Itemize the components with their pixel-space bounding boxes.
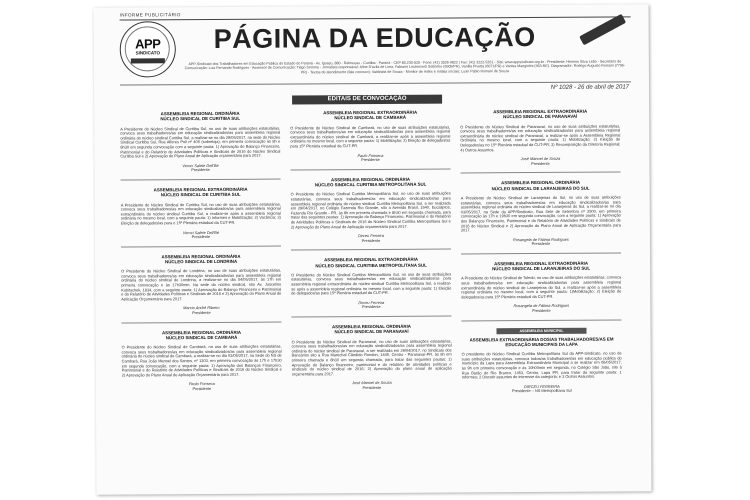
notice-signature xyxy=(120,163,280,173)
app-sindicato-logo xyxy=(120,21,176,77)
signer-name: Veroci Salete Dell'Bé xyxy=(182,162,219,168)
notice xyxy=(461,260,621,321)
signer-role: Presidente xyxy=(361,157,380,163)
notice-body: O Presidente do Núcleo Sindical de Londrina, no uso de suas atribuições estatutárias, convoca seus trabalhadores/as em educação sindicalizados/as para assembleia regional ordinária do núcleo sindical de Londrina, a realizar-se no dia 04/05/2017, às 17h em primeira convocação e às 17h30min. Na sede do núcleo sindical, sito Av. Juscelino Kubitschek, 1834, com a seguinte pauta: 1) Aprovação do Balanço Financeiro e Patrimonial e do Relatório de Atividades Políticas e Sindicais de 2016 e 2) Aprovação do Plano Anual de Aplicação Orçamentária para 2017. xyxy=(121,267,282,302)
signer-name: Rosangela de Fátima Rodrigues xyxy=(513,236,569,242)
notice-signature xyxy=(121,306,281,316)
signer-role: Presidente xyxy=(192,310,211,316)
municipal-section-bar: ASSEMBLEIA MUNICIPAL xyxy=(496,327,586,334)
notice xyxy=(290,110,450,171)
notice-signature xyxy=(461,304,621,314)
notice xyxy=(461,327,621,400)
notice-signature xyxy=(290,153,450,163)
advertorial-label: INFORME PUBLICITÁRIO xyxy=(119,12,181,18)
section-title: EDITAIS DE CONVOCAÇÃO xyxy=(292,95,442,105)
notice-signature xyxy=(461,237,621,247)
notice-signature xyxy=(462,384,622,394)
signer-role: Presidente xyxy=(191,167,210,173)
notice-body: O presidente do Núcleo Sindical Curitiba Metropolitana Sul da APP-Sindicato, no uso de suas atribuições estatutárias, convoca todos/as trabalhadores/as em educação pública do município da Lapa para Assembleia Extraordinária Municipal a se realizar em 06/05/2017, às 9h em primeira convocação e às 10h00min em segunda, no Colégio São João, sito à Rua Barão do Rio Branco, 1453, Centro, Lapa PR, para tratar da seguinte pauta: 1 Informes; 2 Discutir assuntos de interesse da categoria; e 3 Outros Assuntos. xyxy=(461,350,622,380)
newspaper-page xyxy=(94,4,652,494)
notice-body: O Presidente do Núcleo Sindical Curitiba Metropolitana Sul, no uso de suas atribuições estatutárias, convoca seus trabalhadores/as em educação sindicalizados/as para assembleia regional extraordinária do núcleo sindical Curitiba Metropolitana Sul, a realizar-se após a assembleia regional ordinária no mesmo local, com a seguinte pauta: 1) Eleição de delegados/as para 15º Plenária estadual da CUT-PR. xyxy=(291,271,452,296)
column-1 xyxy=(120,108,282,406)
signer-role: Presidente xyxy=(191,234,211,240)
signer-name: Marcio André Ribeiro xyxy=(183,305,220,311)
notice xyxy=(291,176,451,251)
top-rule xyxy=(120,16,631,20)
notice-title: ASSEMBLEIA REGIONAL EXTRAORDINÁRIA NÚCLEO SINDICAL DE CURITIBA SUL xyxy=(153,186,248,198)
notice-title: ASSEMBLEIA REGIONAL ORDINÁRIA NÚCLEO SINDICAL DE LARANJEIRAS DO SUL xyxy=(491,180,590,191)
notice xyxy=(291,324,451,398)
notice-title: ASSEMBLEIA REGIONAL ORDINÁRIA NÚCLEO SINDICAL DE LONDRINA xyxy=(161,253,241,265)
signer-role: Presidente xyxy=(532,307,551,314)
column-2 xyxy=(290,107,452,405)
notice xyxy=(461,180,621,255)
notice-body: A Presidente do Núcleo Sindical de Curitiba Sul, no uso de suas atribuições estatutárias, convoca seus trabalhadores/as em educação sindicalizados/as para assembleia regional extraordinária do núcleo sindical Curitiba Sul, a realizar-se após a assembleia regional ordinária no mesmo local, com a seguinte pauta: 1) Informes e Mobilização; 2) Vacância; 3) Eleição de delegados/as para o 15º Plenária estadual da CUT-PR. xyxy=(120,201,281,226)
notice-body: O Presidente do Núcleo Sindical Curitiba Metropolitana Sul, no uso de suas atribuições estatutárias, convoca seus trabalhadores/as em educação sindicalizados/as para assembleia regional ordinária do núcleo sindical Curitiba Metropolitana Sul, a ser realizada em 29/04/2017, no Colégio Fazenda Rio Grande, sito a Avenida Brasil, 1540, Eucaliptos, Fazenda Rio Grande - PR, às 8h em primeira chamada e 8h30 em segunda chamada, para tratar das seguintes pautas: 1) Aprovação do Balanço Financeiro, Patrimonial e do Relatório de Atividades Políticas e Sindicais de 2016 do Núcleo Sindical Curitiba Metropolitana Sul e 2) Aprovação do Plano Anual de Aplicação orçamentária para 2017. xyxy=(290,190,451,229)
signer-role: Presidente xyxy=(192,385,212,392)
notice-signature xyxy=(291,300,451,310)
signer-role: Presidente xyxy=(361,237,381,243)
notice-signature xyxy=(121,230,281,240)
notice-title: ASSEMBLEIA REGIONAL EXTRAORDINÁRIA NÚCLEO SINDICAL CURITIBA METROPOLITANA SUL xyxy=(315,257,427,268)
notice xyxy=(121,329,281,398)
signer-name: José Manoel de Souza xyxy=(352,380,392,386)
notice-body: A Presidente do Núcleo Sindical de Toledo, no uso de suas atribuições estatutárias, convoca seus trabalhadores/as em educação sindicalizados/as para assembleia regional extraordinária do núcleo sindical de Laranjeiras do Sul, a realizar-se após a assembleia regional ordinária no mesmo local, com a seguinte pauta: 1)Mobilização; 2) Eleição de delegados/as para 15º Plenária estadual da CUT-PR. xyxy=(461,274,622,300)
signer-role: Presidente xyxy=(531,160,550,166)
notice-title: ASSEMBLEIA REGIONAL EXTRAORDINÁRIA NÚCLEO SINDICAL DE LARANJEIRAS DO SUL xyxy=(492,260,591,272)
notice-title: ASSEMBLEIA REGIONAL EXTRAORDINÁRIA NÚCLEO SINDICAL DE PARANAVAÍ xyxy=(493,108,588,120)
notice-body: O Presidente do Núcleo Sindical de Cambará, no uso de suas atribuições estatutárias, convoca seus trabalhadores/as em educação sindicalizados/as para assembleia regional extraordinária do núcleo sindical de Cambará, a realizar-se após a assembleia regional ordinária no mesmo local, com a seguinte pauta: 1) Mobilização; 2) Eleição de delegados/as para 15º Plenária estadual da CUT-PR. xyxy=(290,124,451,149)
logo-sub: SINDICATO xyxy=(135,50,160,56)
column-3 xyxy=(460,105,622,407)
logo-band xyxy=(131,58,165,63)
notice-signature xyxy=(122,382,282,392)
signer-name: Rosangela de Fátima Rodrigues xyxy=(513,303,570,309)
notice xyxy=(120,111,280,181)
signer-role: Presidente xyxy=(362,304,381,310)
edition-date: Nº 1028 - 26 de abril de 2017 xyxy=(550,84,630,91)
notice-title: ASSEMBLEIA REGIONAL ORDINÁRIA NÚCLEO SINDICAL DE CURITIBA SUL xyxy=(160,110,241,122)
notice-signature xyxy=(460,157,620,167)
notice-title: ASSEMBLEIA REGIONAL ORDINÁRIA NÚCLEO SINDICAL DE CAMBARÁ xyxy=(161,329,242,341)
notice-signature xyxy=(291,234,451,244)
notice-title: ASSEMBLEIA REGIONAL EXTRAORDINÁRIA NÚCLEO SINDICAL DE CAMBARÁ xyxy=(323,109,418,121)
notice-body: A Presidente do Núcleo Sindical de Curitiba Sul, no uso de suas atribuições estatutárias, convoca seus trabalhadores/as em educação sindicalizados/as para assembleia regional ordinária do núcleo sindical Curitiba Sul, a realizar-se no dia 29/05/2017, na sede do Núcleo Sindical Curitiba Sul, Rua Alferes Poli nº 405 (sobreloja), em primeira convocação às 8h e 8h30 em segunda convocação com a seguinte pauta: 1) Aprovação do Balanço Financeiro, Patrimonial e do Relatório de Atividades Políticas e Sindicais de 2016 do Núcleo Sindical Curitiba Sul e 2) Aprovação do Plano Anual de Aplicação orçamentária para 2017. xyxy=(120,125,281,159)
signer-role: Presidente – NS Metropolitana Sul xyxy=(511,388,572,394)
masthead-credits: APP-Sindicato dos Trabalhadores em Educação Pública do Estado do Paraná - Av. Iguaçu, 880 - Rebouças - Curitiba - Paraná - CEP 80.230-020 - Fone: (41) 3026-9822 | Fax: (41) 3222-5261 - Site: www.appsindicato.org.br - Presidente: Hermes Silva Leão - Secretário de Comunicação: Luiz Fernando Rodrigues - Assessor de Comunicação: Tiago Somma - Jornalista responsável: Aline D'avila de Lima, Fabiane Leutemonti Sobrinho (6505/PR), Vanilla Pivetta (6071/PR) e Vanisa Mangiolini (963-RE). Diagramador: Rodrigo Augusto Romani (7796-PR) - Textos de atendimento (fale conosco): Valdinéia de Souza - Monitor de redes e mídias sociais: Luan Pablo Romani de Souza xyxy=(184,59,626,75)
signer-name: Veroci Salete Dell'Bé xyxy=(182,229,220,235)
notice-body: A Presidente do Núcleo Sindical de Laranjeiras do Sul, no uso de suas atribuições estatutárias, convoca seus trabalhadores/as em educação sindicalizados/as para assembleia regional ordinária do núcleo sindical de Laranjeiras do Sul, a realizar-se no dia 03/05/2017, na Sede da APP/Sindicato, Rua Sete de Setembro nº 2500, em primeira convocação às 17h e 19h30 em segunda convocação, com a seguinte pauta: 1) Aprovação dos Balanços Financeiro, Patrimonial e do Relatório de Atividades Políticas e Sindicais de 2016 do Núcleo Sindical e 2) Aprovação do Plano Anual de Aplicação Orçamentária para 2017. xyxy=(460,194,621,233)
notice xyxy=(121,253,281,323)
notice xyxy=(121,186,281,247)
notice-signature xyxy=(292,381,452,391)
signer-name: Paulo Fonseca xyxy=(188,381,215,387)
notice-title: ASSEMBLEIA EXTRAORDINÁRIA DOS/AS TRABALHADORES/AS EM EDUCAÇÃO MUNICIPAIS DA LAPA xyxy=(469,336,614,348)
page-title: PÁGINA DA EDUCAÇÃO xyxy=(213,21,536,54)
signer-name: DIRCEU FERREIRA xyxy=(523,383,560,389)
signer-name: Dirceu Ferreira xyxy=(357,233,384,239)
notice-body: O Presidente do Núcleo Sindical de Cambará, no uso de suas atribuições estatutárias, convoca seus trabalhadores/as em educação sindicalizados/as para assembleia regional ordinária do núcleo sindical de Cambará, a realizar-se no dia 03/05/2017, na Sede do NS de Cambará, Rua João Manoel dos Santos, nº 1303, em primeira convocação às 17h e 17h30 em segunda convocação, com a seguinte pauta: 1) Aprovação dos Balanços Financeiro, Patrimonial e do Relatório de Atividades Políticas e Sindicais de 2016 do Núcleo Sindical e 2) Aprovação do Plano Anual de Aplicação Orçamentária para 2017. xyxy=(121,343,282,378)
signer-name: José Manoel de Souza xyxy=(520,156,561,162)
notice-body: O Presidente do Núcleo Sindical de Paranavaí, no uso de suas atribuições estatutárias, convoca seus trabalhadores/as em educação sindicalizados/as para assembleia regional ordinária do núcleo sindical de Paranavaí, a ser realizada em 29/04/2017, no Sindicato dos Bancários sito a Rua Marechal Cândido Rondon, 1445, Centro - Paranavaí-PR, às 8h em primeira chamada e 8h30 em segunda chamada, para tratar das seguintes pautas: 1) Aprovação do Balanço financeiro, patrimonial e do relatório de atividades políticas e sindicais do núcleo sindical de 2016; 2) Aprovação do plano anual de aplicação orçamentária para 2017. xyxy=(291,338,452,377)
notice-title: ASSEMBLEIA REGIONAL ORDINÁRIA NÚCLEO SINDICAL CURITIBA METROPOLITANA SUL xyxy=(314,176,427,188)
signer-name: Dirceu Ferreira xyxy=(358,299,385,305)
notice-body: O Presidente do Núcleo Sindical de Paranavaí, no uso de suas atribuições estatutárias, convoca seus trabalhadores/as em educação sindicalizados/as para assembleia regional extraordinária do núcleo sindical de Paranavaí, a realizar-se após a Assembleia Regional Ordinária no mesmo local, com a seguinte pauta: 1) Mobilização; 2) Eleição de Delegados/as no 15º Plenária estadual da CUT-PR; 3) Recomposição da Diretoria Regional; 4) Outros Assuntos. xyxy=(460,123,621,153)
notice-title: ASSEMBLEIA REGIONAL ORDINÁRIA NÚCLEO SINDICAL DE PARANAVAÍ xyxy=(331,323,412,335)
pen-icon xyxy=(579,14,626,46)
signer-name: Paulo Fonseca xyxy=(357,152,384,158)
signer-role: Presidente xyxy=(362,384,382,391)
logo-brand: APP xyxy=(135,36,161,52)
notice xyxy=(460,108,620,173)
notice xyxy=(291,257,451,318)
signer-role: Presidente xyxy=(531,241,551,247)
